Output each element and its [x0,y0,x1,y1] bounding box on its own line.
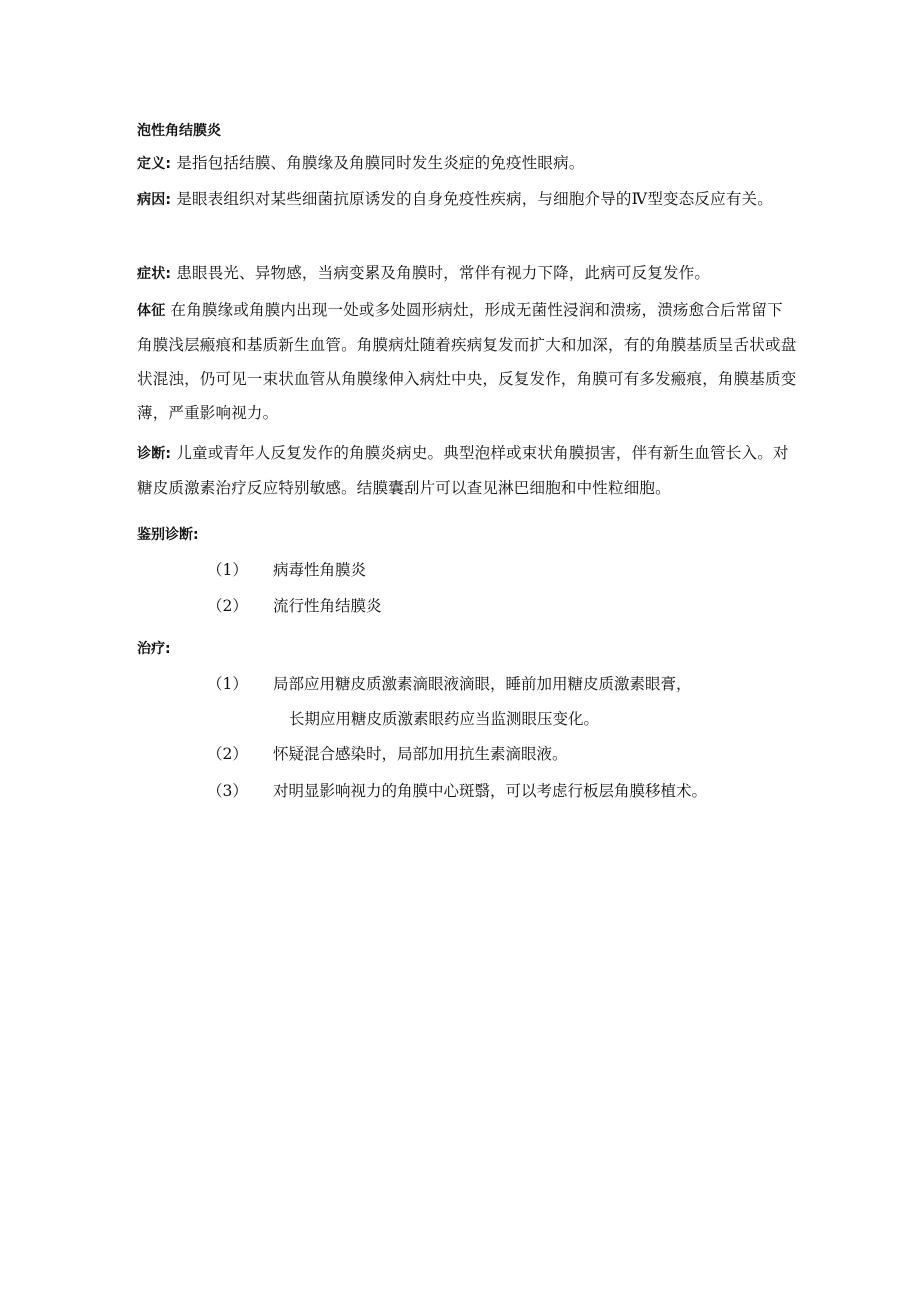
document-title: 泡性角结膜炎 [137,123,221,139]
list-item-number: （1） [207,561,248,579]
symptoms-label: 症状: [137,266,172,282]
list-item-number: （2） [207,597,248,615]
list-item-text: 病毒性角膜炎 [273,561,367,579]
symptoms-paragraph [137,256,797,291]
treatment-label: 治疗: [137,641,171,657]
list-item-number: （3） [207,782,248,800]
symptoms-text: 患眼畏光、异物感，当病变累及角膜时，常伴有视力下降，此病可反复发作。 [171,264,711,282]
signs-text: 在角膜缘或角膜内出现一处或多处圆形病灶，形成无菌性浸润和溃疡，溃疡愈合后常留下角膜浅层瘢痕和基质新生血管。角膜病灶随着疾病复发而扩大和加深，有的角膜基质呈舌状或盘状混浊，仍可见一束状血管从角膜缘伸入病灶中央，反复发作，角膜可有多发瘢痕，角膜基质变薄，严重影响视力。 [137,301,797,422]
definition-paragraph [137,146,797,181]
definition-text: 是指包括结膜、角膜缘及角膜同时发生炎症的免疫性眼病。 [171,154,585,172]
list-item-text: 怀疑混合感染时，局部加用抗生素滴眼液。 [273,745,568,763]
list-item-text: 局部应用糖皮质激素滴眼液滴眼，睡前加用糖皮质激素眼膏， [273,675,692,693]
list-item-text: 长期应用糖皮质激素眼药应当监测眼压变化。 [289,710,600,728]
diagnosis-label: 诊断: [137,446,172,462]
diagnosis-text: 儿童或青年人反复发作的角膜炎病史。典型泡样或束状角膜损害，伴有新生血管长入。对糖皮质激素治疗反应特别敏感。结膜囊刮片可以查见淋巴细胞和中性粒细胞。 [137,444,789,497]
etiology-label: 病因: [137,192,172,208]
list-item-number: （2） [207,745,248,763]
differential-label: 鉴别诊断: [137,527,199,543]
list-item-number: （1） [207,675,248,693]
list-item-text: 对明显影响视力的角膜中心斑翳，可以考虑行板层角膜移植术。 [273,782,708,800]
list-item-text: 流行性角结膜炎 [273,597,382,615]
definition-label: 定义: [137,156,172,172]
signs-label: 体征 [137,303,166,319]
signs-paragraph [137,293,797,430]
etiology-text: 是眼表组织对某些细菌抗原诱发的自身免疫性疾病，与细胞介导的Ⅳ型变态反应有关。 [171,190,773,208]
etiology-paragraph [137,182,797,217]
diagnosis-paragraph [137,436,797,505]
